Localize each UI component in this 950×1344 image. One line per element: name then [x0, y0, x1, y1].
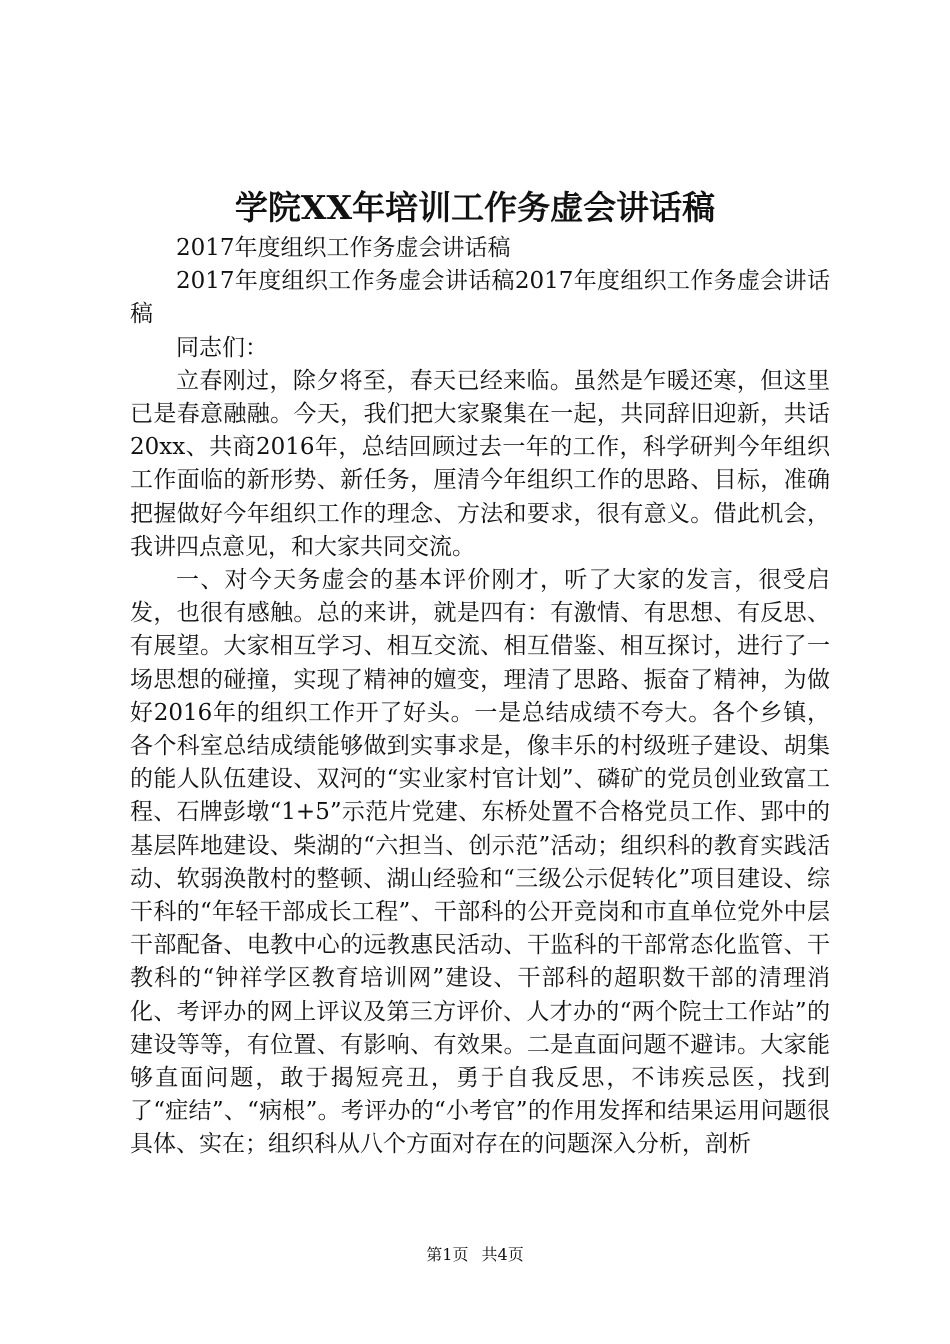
paragraph: 一、对今天务虚会的基本评价刚才，听了大家的发言，很受启发，也很有感触。总的来讲，就是四有：有激情、有思想、有反思、有展望。大家相互学习、相互交流、相互借鉴、相互探讨，进行了一场思想的碰撞，实现了精神的嬗变，理清了思路、振奋了精神，为做好2016年的组织工作开了好头。一是总结成绩不夸大。各个乡镇，各个科室总结成绩能够做到实事求是，像丰乐的村级班子建设、胡集的能人队伍建设、双河的“实业家村官计划”、磷矿的党员创业致富工程、石牌彭墩“1+5”示范片党建、东桥处置不合格党员工作、郢中的基层阵地建设、柴湖的“六担当、创示范”活动；组织科的教育实践活动、软弱涣散村的整顿、湖山经验和“三级公示促转化”项目建设、综干科的“年轻干部成长工程”、干部科的公开竞岗和市直单位党外中层干部配备、电教中心的远教惠民活动、干监科的干部常态化监管、干教科的“钟祥学区教育培训网”建设、干部科的超职数干部的清理消化、考评办的网上评议及第三方评价、人才办的“两个院士工作站”的建设等等，有位置、有影响、有效果。二是直面问题不避讳。大家能够直面问题，敢于揭短亮丑，勇于自我反思，不讳疾忌医，找到了“症结”、“病根”。考评办的“小考官”的作用发挥和结果运用问题很具体、实在；组织科从八个方面对存在的问题深入分析，剖析 [130, 567, 830, 1158]
document-title: 学院XX年培训工作务虚会讲话稿 [234, 188, 716, 227]
paragraph: 同志们： [176, 334, 268, 361]
paragraph: 2017年度组织工作务虚会讲话稿 [176, 235, 511, 261]
page-number: 第1页 [426, 1245, 469, 1264]
page-footer [0, 1243, 950, 1267]
document-body [130, 232, 830, 1162]
paragraph: 2017年度组织工作务虚会讲话稿2017年度组织工作务虚会讲话稿 [130, 268, 830, 328]
page-total: 共4页 [481, 1245, 524, 1264]
paragraph: 立春刚过，除夕将至，春天已经来临。虽然是乍暖还寒，但这里已是春意融融。今天，我们把大家聚集在一起，共同辞旧迎新，共话20xx、共商2016年，总结回顾过去一年的工作，科学研判今年组织工作面临的新形势、新任务，厘清今年组织工作的思路、目标，准确把握做好今年组织工作的理念、方法和要求，很有意义。借此机会，我讲四点意见，和大家共同交流。 [130, 367, 830, 560]
